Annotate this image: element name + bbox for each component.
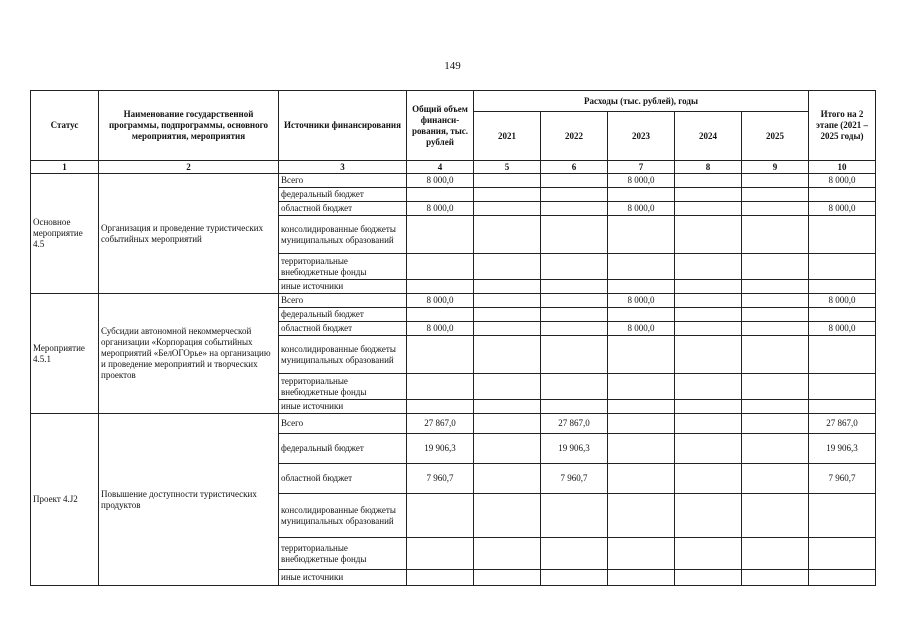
table-body [31, 174, 876, 586]
cell-y2021 [474, 434, 541, 464]
cell-y2024 [675, 322, 742, 336]
cell-stage [809, 400, 876, 414]
cell-y2023 [608, 216, 675, 254]
row-source: иные источники [279, 280, 407, 294]
cell-total: 7 960,7 [407, 464, 474, 494]
header-total: Общий объем финанси-рования, тыс. рублей [407, 91, 474, 161]
cell-y2021 [474, 464, 541, 494]
row-status: Проект 4.J2 [31, 414, 99, 586]
row-source: федеральный бюджет [279, 188, 407, 202]
cell-stage: 19 906,3 [809, 434, 876, 464]
cell-y2024 [675, 434, 742, 464]
cell-total [407, 374, 474, 400]
cell-y2025 [742, 336, 809, 374]
cell-y2021 [474, 174, 541, 188]
header-name: Наименование государственной программы, подпрограммы, основного мероприятия, мероприятия [99, 91, 279, 161]
cell-y2021 [474, 494, 541, 538]
cell-y2024 [675, 216, 742, 254]
cell-stage [809, 280, 876, 294]
row-source: Всего [279, 174, 407, 188]
cell-y2024 [675, 414, 742, 434]
cell-y2021 [474, 188, 541, 202]
table-row [31, 294, 876, 308]
cell-stage: 8 000,0 [809, 294, 876, 308]
cell-total [407, 494, 474, 538]
cell-y2022: 27 867,0 [541, 414, 608, 434]
cell-total: 8 000,0 [407, 322, 474, 336]
cell-y2024 [675, 336, 742, 374]
cell-y2023 [608, 570, 675, 586]
column-number: 4 [407, 161, 474, 174]
cell-y2025 [742, 280, 809, 294]
cell-stage [809, 336, 876, 374]
cell-y2024 [675, 400, 742, 414]
cell-y2022 [541, 280, 608, 294]
cell-y2022 [541, 216, 608, 254]
cell-stage: 27 867,0 [809, 414, 876, 434]
row-source: территориальные внебюджетные фонды [279, 374, 407, 400]
cell-y2025 [742, 374, 809, 400]
header-sources: Источники финансирования [279, 91, 407, 161]
cell-stage [809, 254, 876, 280]
cell-stage: 8 000,0 [809, 202, 876, 216]
header-status: Статус [31, 91, 99, 161]
cell-y2023 [608, 374, 675, 400]
cell-y2021 [474, 216, 541, 254]
header-expenses: Расходы (тыс. рублей), годы [474, 91, 809, 112]
column-number: 9 [742, 161, 809, 174]
cell-y2024 [675, 538, 742, 570]
cell-y2024 [675, 188, 742, 202]
cell-total [407, 254, 474, 280]
header-year-2025: 2025 [742, 112, 809, 161]
cell-y2024 [675, 374, 742, 400]
cell-y2023: 8 000,0 [608, 202, 675, 216]
cell-y2023 [608, 254, 675, 280]
cell-total [407, 216, 474, 254]
cell-y2022 [541, 336, 608, 374]
cell-y2023: 8 000,0 [608, 174, 675, 188]
cell-total [407, 570, 474, 586]
cell-stage: 8 000,0 [809, 174, 876, 188]
page-number: 149 [444, 60, 461, 72]
column-number: 3 [279, 161, 407, 174]
row-source: Всего [279, 414, 407, 434]
header-year-2024: 2024 [675, 112, 742, 161]
column-number-row [31, 161, 876, 174]
column-number: 10 [809, 161, 876, 174]
cell-y2022 [541, 400, 608, 414]
row-source: федеральный бюджет [279, 434, 407, 464]
cell-y2022: 19 906,3 [541, 434, 608, 464]
cell-y2023 [608, 280, 675, 294]
cell-total: 19 906,3 [407, 434, 474, 464]
column-number: 5 [474, 161, 541, 174]
cell-y2024 [675, 280, 742, 294]
cell-y2022 [541, 294, 608, 308]
cell-y2021 [474, 336, 541, 374]
cell-y2023: 8 000,0 [608, 322, 675, 336]
cell-y2025 [742, 294, 809, 308]
cell-y2025 [742, 434, 809, 464]
cell-y2025 [742, 322, 809, 336]
cell-stage: 7 960,7 [809, 464, 876, 494]
cell-total [407, 188, 474, 202]
cell-y2025 [742, 570, 809, 586]
cell-y2021 [474, 322, 541, 336]
cell-y2025 [742, 538, 809, 570]
cell-y2023 [608, 188, 675, 202]
row-source: территориальные внебюджетные фонды [279, 538, 407, 570]
column-number: 1 [31, 161, 99, 174]
cell-y2022 [541, 202, 608, 216]
column-number: 8 [675, 161, 742, 174]
cell-y2023 [608, 400, 675, 414]
column-number: 2 [99, 161, 279, 174]
cell-total [407, 538, 474, 570]
cell-y2023 [608, 494, 675, 538]
header-year-2023: 2023 [608, 112, 675, 161]
cell-total: 8 000,0 [407, 202, 474, 216]
cell-y2025 [742, 202, 809, 216]
header-year-2022: 2022 [541, 112, 608, 161]
table-row [31, 174, 876, 188]
row-name: Повышение доступности туристических продуктов [99, 414, 279, 586]
cell-y2021 [474, 254, 541, 280]
cell-y2021 [474, 294, 541, 308]
cell-y2025 [742, 216, 809, 254]
cell-y2024 [675, 202, 742, 216]
cell-stage [809, 216, 876, 254]
row-source: иные источники [279, 400, 407, 414]
cell-stage [809, 374, 876, 400]
row-source: Всего [279, 294, 407, 308]
cell-stage [809, 308, 876, 322]
cell-y2023 [608, 464, 675, 494]
row-source: областной бюджет [279, 322, 407, 336]
budget-table [30, 90, 876, 586]
cell-y2022 [541, 174, 608, 188]
row-status: Основное мероприятие 4.5 [31, 174, 99, 294]
cell-y2022 [541, 570, 608, 586]
row-name: Субсидии автономной некоммерческой организации «Корпорация событийных мероприятий «БелОГОрье» на организацию и проведение мероприятий и творческих проектов [99, 294, 279, 414]
cell-y2023 [608, 308, 675, 322]
table-row [31, 414, 876, 434]
cell-y2024 [675, 464, 742, 494]
cell-total: 27 867,0 [407, 414, 474, 434]
row-source: иные источники [279, 570, 407, 586]
header-stage-total: Итого на 2 этапе (2021 – 2025 годы) [809, 91, 876, 161]
cell-y2024 [675, 254, 742, 280]
row-source: территориальные внебюджетные фонды [279, 254, 407, 280]
cell-total [407, 280, 474, 294]
cell-y2021 [474, 308, 541, 322]
header-row [31, 91, 876, 112]
cell-y2022 [541, 188, 608, 202]
cell-y2025 [742, 174, 809, 188]
cell-y2023 [608, 538, 675, 570]
cell-y2023 [608, 414, 675, 434]
cell-y2021 [474, 414, 541, 434]
column-number: 6 [541, 161, 608, 174]
cell-y2024 [675, 570, 742, 586]
cell-y2024 [675, 294, 742, 308]
cell-stage: 8 000,0 [809, 322, 876, 336]
cell-y2025 [742, 188, 809, 202]
row-name: Организация и проведение туристических событийных мероприятий [99, 174, 279, 294]
cell-total [407, 400, 474, 414]
cell-y2024 [675, 308, 742, 322]
cell-y2021 [474, 202, 541, 216]
cell-y2025 [742, 414, 809, 434]
cell-y2025 [742, 308, 809, 322]
cell-y2025 [742, 494, 809, 538]
cell-y2022 [541, 494, 608, 538]
cell-total [407, 336, 474, 374]
row-source: областной бюджет [279, 202, 407, 216]
cell-total: 8 000,0 [407, 174, 474, 188]
row-source: консолидированные бюджеты муниципальных образований [279, 216, 407, 254]
cell-y2021 [474, 538, 541, 570]
header-year-2021: 2021 [474, 112, 541, 161]
cell-y2021 [474, 570, 541, 586]
cell-y2023 [608, 434, 675, 464]
cell-stage [809, 570, 876, 586]
cell-stage [809, 188, 876, 202]
cell-y2021 [474, 374, 541, 400]
cell-y2022 [541, 374, 608, 400]
cell-y2023 [608, 336, 675, 374]
cell-stage [809, 494, 876, 538]
cell-y2024 [675, 494, 742, 538]
row-source: областной бюджет [279, 464, 407, 494]
row-status: Мероприятие 4.5.1 [31, 294, 99, 414]
cell-total [407, 308, 474, 322]
row-source: консолидированные бюджеты муниципальных образований [279, 336, 407, 374]
column-number: 7 [608, 161, 675, 174]
cell-y2022 [541, 254, 608, 280]
cell-y2022: 7 960,7 [541, 464, 608, 494]
cell-y2023: 8 000,0 [608, 294, 675, 308]
cell-stage [809, 538, 876, 570]
cell-y2021 [474, 280, 541, 294]
row-source: консолидированные бюджеты муниципальных образований [279, 494, 407, 538]
cell-y2025 [742, 254, 809, 280]
cell-y2025 [742, 464, 809, 494]
cell-y2022 [541, 538, 608, 570]
row-source: федеральный бюджет [279, 308, 407, 322]
cell-y2022 [541, 308, 608, 322]
cell-y2021 [474, 400, 541, 414]
cell-y2025 [742, 400, 809, 414]
cell-y2024 [675, 174, 742, 188]
cell-total: 8 000,0 [407, 294, 474, 308]
cell-y2022 [541, 322, 608, 336]
